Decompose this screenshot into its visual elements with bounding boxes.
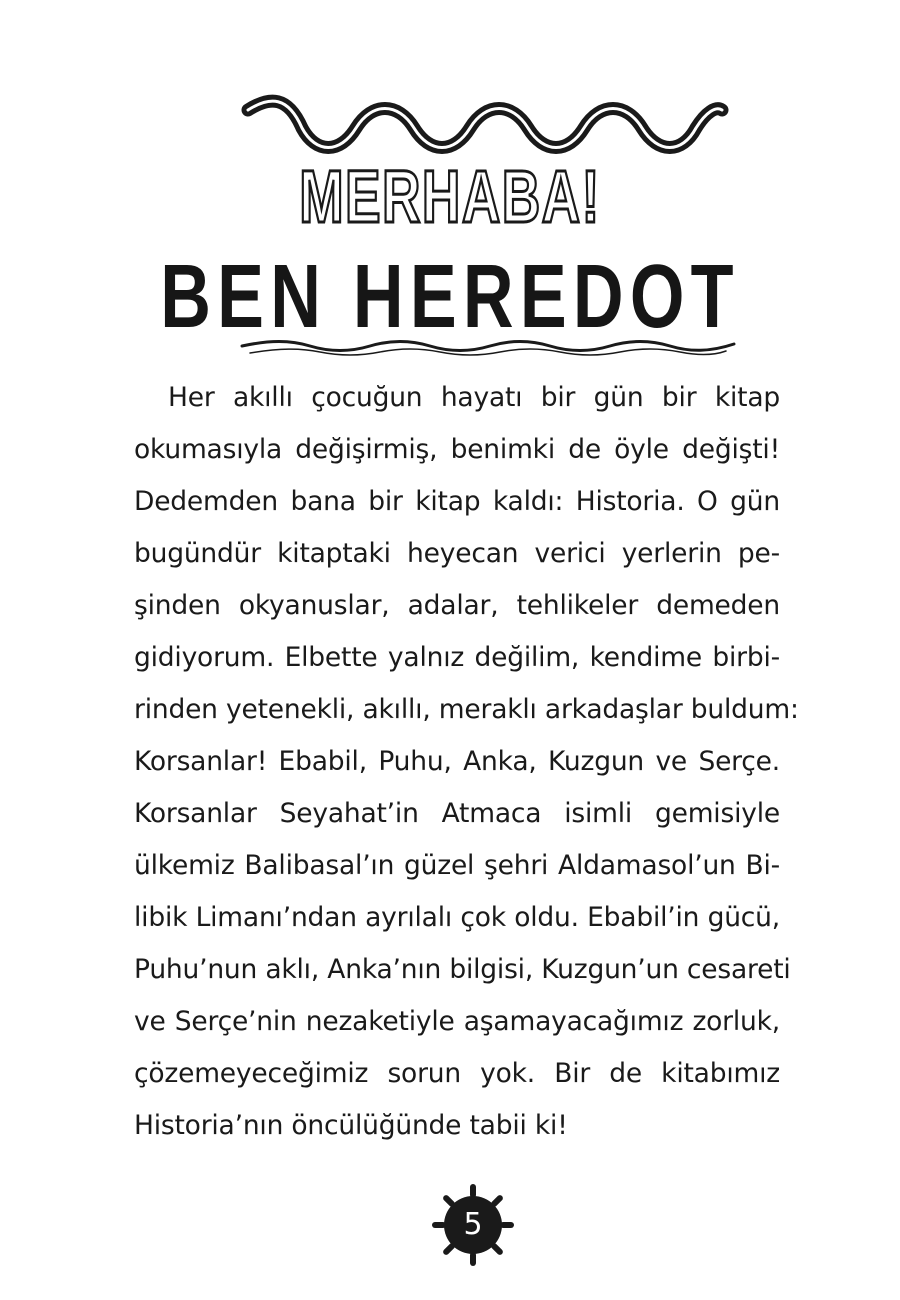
- paragraph-line: Her akıllı çocuğun hayatı bir gün bir kitap: [168, 382, 780, 413]
- paragraph-line: rinden yetenekli, akıllı, meraklı arkadaşlar buldum:: [134, 694, 799, 725]
- paragraph-line: Korsanlar Seyahat’in Atmaca isimli gemisiyle: [134, 798, 780, 829]
- paragraph-line: gidiyorum. Elbette yalnız değilim, kendime birbi-: [134, 642, 780, 673]
- paragraph-line: Dedemden bana bir kitap kaldı: Historia. O gün: [134, 486, 780, 517]
- paragraph-line: ülkemiz Balibasal’ın güzel şehri Aldamasol’un Bi-: [134, 850, 780, 881]
- story-paragraph: [134, 372, 799, 1152]
- paragraph-line: okumasıyla değişirmiş, benimki de öyle değişti!: [134, 434, 780, 465]
- paragraph-line: ve Serçe’nin nezaketiyle aşamayacağımız zorluk,: [134, 1006, 780, 1037]
- paragraph-line: Korsanlar! Ebabil, Puhu, Anka, Kuzgun ve Serçe.: [134, 746, 780, 777]
- paragraph-line: Historia’nın öncülüğünde tabii ki!: [134, 1110, 568, 1141]
- greeting-heading: MERHABA!: [299, 155, 601, 238]
- paragraph-line: libik Limanı’ndan ayrılalı çok oldu. Ebabil’in gücü,: [134, 902, 780, 933]
- paragraph-line: bugündür kitaptaki heyecan verici yerlerin pe-: [134, 538, 780, 569]
- wavy-underline-icon: [240, 336, 736, 358]
- paragraph-line: çözemeyeceğimiz sorun yok. Bir de kitabımız: [134, 1058, 780, 1089]
- page-title: BEN HEREDOT: [160, 247, 740, 347]
- paragraph-line: Puhu’nun aklı, Anka’nın bilgisi, Kuzgun’un cesareti: [134, 954, 791, 985]
- paragraph-line: şinden okyanuslar, adalar, tehlikeler demeden: [134, 590, 780, 621]
- page-number: 5: [463, 1207, 483, 1242]
